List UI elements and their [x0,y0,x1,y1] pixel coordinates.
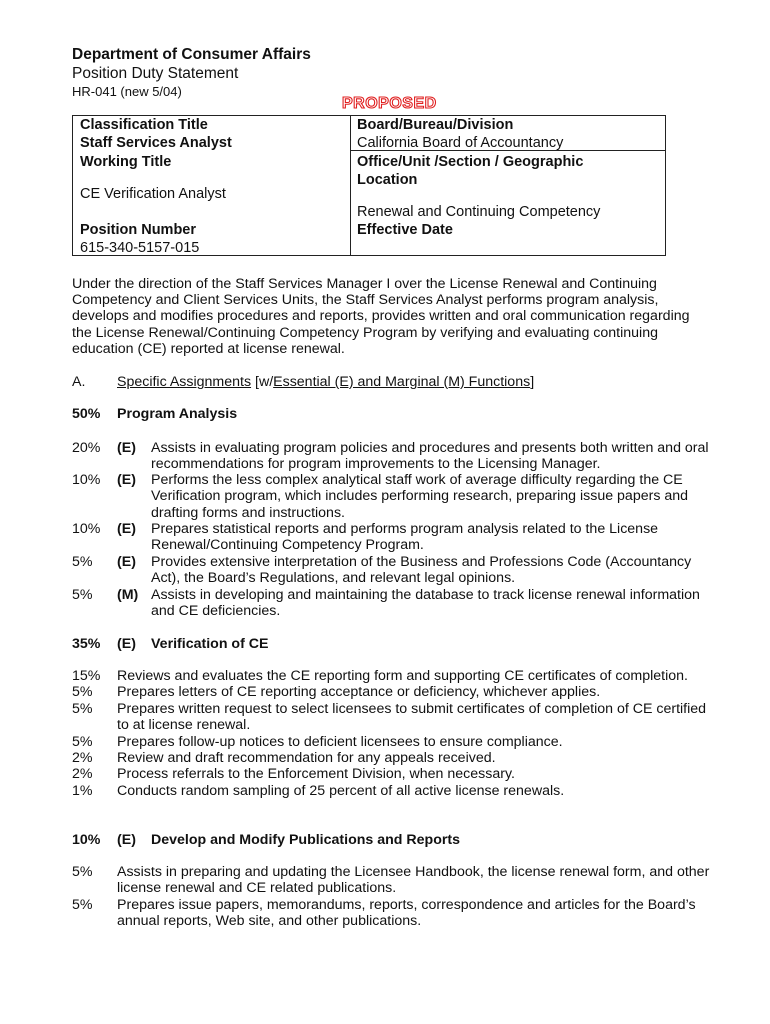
document-title: Position Duty Statement [72,65,239,82]
office-value: Renewal and Continuing Competency [357,204,601,220]
task-line: Assists in preparing and updating the Licensee Handbook, the license renewal form, and other [117,864,710,880]
board-label: Board/Bureau/Division [357,117,514,133]
task-text [117,701,717,734]
task-line: recommendations for program improvements to the Licensing Manager. [151,456,601,473]
bracket-open: [w/ [251,374,274,390]
task-percent: 20% [72,440,101,456]
task-text: Prepares follow-up notices to deficient licensees to ensure compliance. [117,734,563,750]
section-percent: 50% [72,406,101,422]
board-value: California Board of Accountancy [357,135,564,151]
task-line: Assists in evaluating program policies and procedures and presents both written and oral [151,440,709,456]
task-text [151,521,711,554]
position-info-box [72,115,666,256]
intro-line: develops and modifies procedures and reports, provides written and oral communication regarding [72,308,690,324]
task-line: Performs the less complex analytical staff work of average difficulty regarding the CE [151,472,683,488]
task-percent: 2% [72,766,93,782]
intro-line: Competency and Client Services Units, the Staff Services Analyst performs program analysis, [72,292,659,308]
section-code: (E) [117,636,136,652]
task-line: Act), the Board’s Regulations, and relevant legal opinions. [151,570,516,587]
box-divider-vertical [350,116,351,255]
department-name: Department of Consumer Affairs [72,46,311,63]
bracket-close: ] [530,374,535,390]
intro-line: the License Renewal/Continuing Competency Program by verifying and evaluating continuing [72,325,658,341]
task-line: annual reports, Web site, and other publications. [117,913,422,930]
intro-line: education (CE) reported at license renewal. [72,341,345,357]
task-percent: 5% [72,587,93,603]
working-title-label: Working Title [80,154,172,170]
task-line: Prepares written request to select licensees to submit certificates of completion of CE certified [117,701,707,717]
task-percent: 5% [72,864,93,880]
task-code: (E) [117,440,136,456]
task-text [117,897,717,930]
section-a-text [117,374,717,390]
functions-label: Essential (E) and Marginal (M) Functions [273,374,531,390]
section-title: Verification of CE [151,636,269,652]
task-line: drafting forms and instructions. [151,504,345,521]
task-percent: 2% [72,750,93,766]
task-code: (M) [117,587,139,603]
office-label-continued: Location [357,172,418,188]
task-text: Conducts random sampling of 25 percent of all active license renewals. [117,783,565,799]
intro-line: Under the direction of the Staff Services Manager I over the License Renewal and Continuing [72,276,657,292]
classification-value: Staff Services Analyst [80,135,232,151]
section-percent: 10% [72,832,101,848]
task-line: Renewal/Continuing Competency Program. [151,537,424,554]
task-percent: 5% [72,897,93,913]
task-line: and CE deficiencies. [151,603,281,620]
section-percent: 35% [72,636,101,652]
effective-date-label: Effective Date [357,222,453,238]
section-code: (E) [117,832,136,848]
task-percent: 5% [72,554,93,570]
office-label: Office/Unit /Section / Geographic [357,154,584,170]
task-percent: 1% [72,783,93,799]
section-letter: A. [72,374,86,390]
task-percent: 5% [72,701,93,717]
task-code: (E) [117,472,136,488]
task-text [151,472,711,521]
form-number: HR-041 (new 5/04) [72,84,182,99]
working-title-value: CE Verification Analyst [80,186,226,202]
task-text [151,587,711,620]
task-line: to at license renewal. [117,717,251,734]
task-percent: 10% [72,472,101,488]
task-percent: 10% [72,521,101,537]
position-number-value: 615-340-5157-015 [80,240,200,256]
task-line: Verification program, which includes performing research, preparing issue papers and [151,488,689,505]
task-percent: 5% [72,684,93,700]
classification-label: Classification Title [80,117,208,133]
task-text: Process referrals to the Enforcement Division, when necessary. [117,766,515,782]
task-text: Review and draft recommendation for any appeals received. [117,750,496,766]
task-code: (E) [117,521,136,537]
task-code: (E) [117,554,136,570]
task-text: Prepares letters of CE reporting acceptance or deficiency, whichever applies. [117,684,601,700]
task-line: Provides extensive interpretation of the Business and Professions Code (Accountancy [151,554,692,570]
task-line: Prepares statistical reports and performs program analysis related to the License [151,521,659,537]
section-title: Develop and Modify Publications and Reports [151,832,461,848]
position-number-label: Position Number [80,222,197,238]
task-line: license renewal and CE related publications. [117,880,397,897]
proposed-stamp: PROPOSED [342,95,437,112]
task-line: Assists in developing and maintaining the database to track license renewal information [151,587,700,603]
task-text [151,440,711,473]
specific-assignments-label: Specific Assignments [117,374,252,390]
task-percent: 5% [72,734,93,750]
task-text [117,864,717,897]
task-percent: 15% [72,668,101,684]
task-text [151,554,711,587]
task-line: Prepares issue papers, memorandums, reports, correspondence and articles for the Board’s [117,897,696,913]
task-text: Reviews and evaluates the CE reporting form and supporting CE certificates of completion. [117,668,688,684]
section-title: Program Analysis [117,406,238,422]
